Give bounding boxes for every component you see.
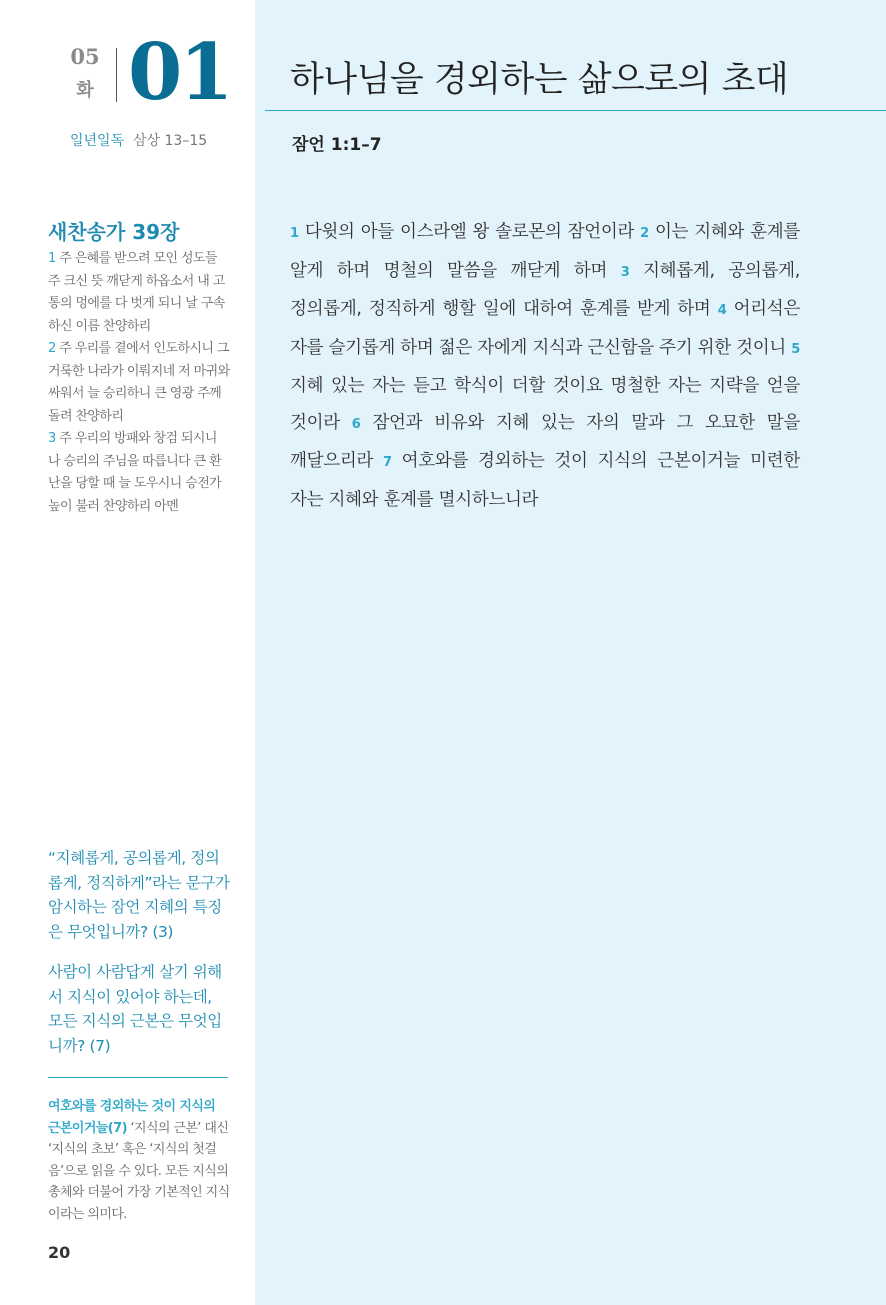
verse-number: 5 bbox=[791, 341, 800, 357]
verse-number: 3 bbox=[620, 264, 630, 280]
hymn-verse-text: 주 은혜를 받으려 모인 성도들 주 크신 뜻 깨닫게 하옵소서 내 고통의 멍에를 다 벗게 되니 날 구속하신 이름 찬양하리 bbox=[48, 251, 225, 334]
yearly-reading-label: 일년일독 bbox=[70, 133, 125, 149]
reflection-question: “지혜롭게, 공의롭게, 정의롭게, 정직하게”라는 문구가 암시하는 잠언 지혜의 특징은 무엇입니까? (3) bbox=[48, 849, 230, 941]
verse-number: 1 bbox=[290, 226, 299, 241]
hymn-verse-text: 주 우리의 방패와 창검 되시니 나 승리의 주님을 따릅니다 큰 환난을 당할 때 늘 도우시니 승전가 높이 불러 찬양하리 아멘 bbox=[48, 431, 222, 514]
verse-number: 7 bbox=[382, 455, 392, 470]
hymn-verse-number: 1 bbox=[48, 251, 56, 266]
scripture-text bbox=[290, 214, 800, 518]
study-note-term: 여호와를 경외하는 것이 지식의 근본이거늘(7) bbox=[48, 1099, 216, 1136]
title-divider bbox=[265, 110, 886, 111]
passage-reference: 잠언 1:1–7 bbox=[292, 135, 382, 155]
verse-text: 여호와를 경외하는 것이 지식의 근본이거늘 미련한 자는 지혜와 훈계를 멸시하느니라 bbox=[290, 451, 800, 510]
scripture-panel bbox=[255, 0, 886, 1305]
verse-number: 4 bbox=[717, 303, 727, 318]
date-weekday: 화 bbox=[76, 80, 94, 101]
verse-number: 2 bbox=[640, 226, 649, 241]
date-month: 05 bbox=[70, 44, 100, 69]
date-divider bbox=[116, 48, 117, 102]
verse-text: 어리석은 자를 슬기롭게 하며 젊은 자에게 지식과 근신함을 주기 위한 것이니 bbox=[290, 299, 800, 358]
note-divider bbox=[48, 1077, 228, 1078]
hymn-lyrics bbox=[48, 248, 230, 518]
date-day: 01 bbox=[128, 27, 231, 118]
verse-text: 이는 지혜와 훈계를 알게 하며 명철의 말씀을 깨닫게 하며 bbox=[290, 222, 800, 281]
hymn-verse-text: 주 우리를 곁에서 인도하시니 그 거룩한 나라가 이뤄지네 저 마귀와 싸워서 늘 승리하니 큰 영광 주께 돌려 찬양하리 bbox=[48, 341, 230, 424]
hymn-verse-number: 3 bbox=[48, 431, 56, 446]
yearly-reading bbox=[70, 130, 207, 150]
verse-text: 지혜 있는 자는 듣고 학식이 더할 것이요 명철한 자는 지략을 얻을 것이라 bbox=[290, 376, 800, 433]
verse-number: 6 bbox=[351, 416, 361, 432]
page-title: 하나님을 경외하는 삶으로의 초대 bbox=[290, 60, 789, 100]
hymn-verse-number: 2 bbox=[48, 341, 56, 356]
page-number: 20 bbox=[48, 1243, 71, 1262]
verse-text: 잠언과 비유와 지혜 있는 자의 말과 그 오묘한 말을 깨달으리라 bbox=[290, 412, 801, 471]
yearly-reading-passage: 삼상 13–15 bbox=[133, 133, 208, 149]
hymn-title: 새찬송가 39장 bbox=[48, 220, 180, 244]
study-note bbox=[48, 1096, 230, 1225]
verse-text: 지혜롭게, 공의롭게, 정의롭게, 정직하게 행할 일에 대하여 훈계를 받게 하며 bbox=[290, 260, 801, 319]
verse-text: 다윗의 아들 이스라엘 왕 솔로몬의 잠언이라 bbox=[304, 222, 635, 242]
study-note-text: ‘지식의 근본’ 대신 ‘지식의 초보’ 혹은 ‘지식의 첫걸음’으로 읽을 수 있다. 모든 지식의 총체와 더불어 가장 기본적인 지식이라는 의미다. bbox=[48, 1120, 230, 1222]
reflection-question: 사람이 사람답게 살기 위해서 지식이 있어야 하는데, 모든 지식의 근본은 무엇입니까? (7) bbox=[48, 963, 222, 1055]
